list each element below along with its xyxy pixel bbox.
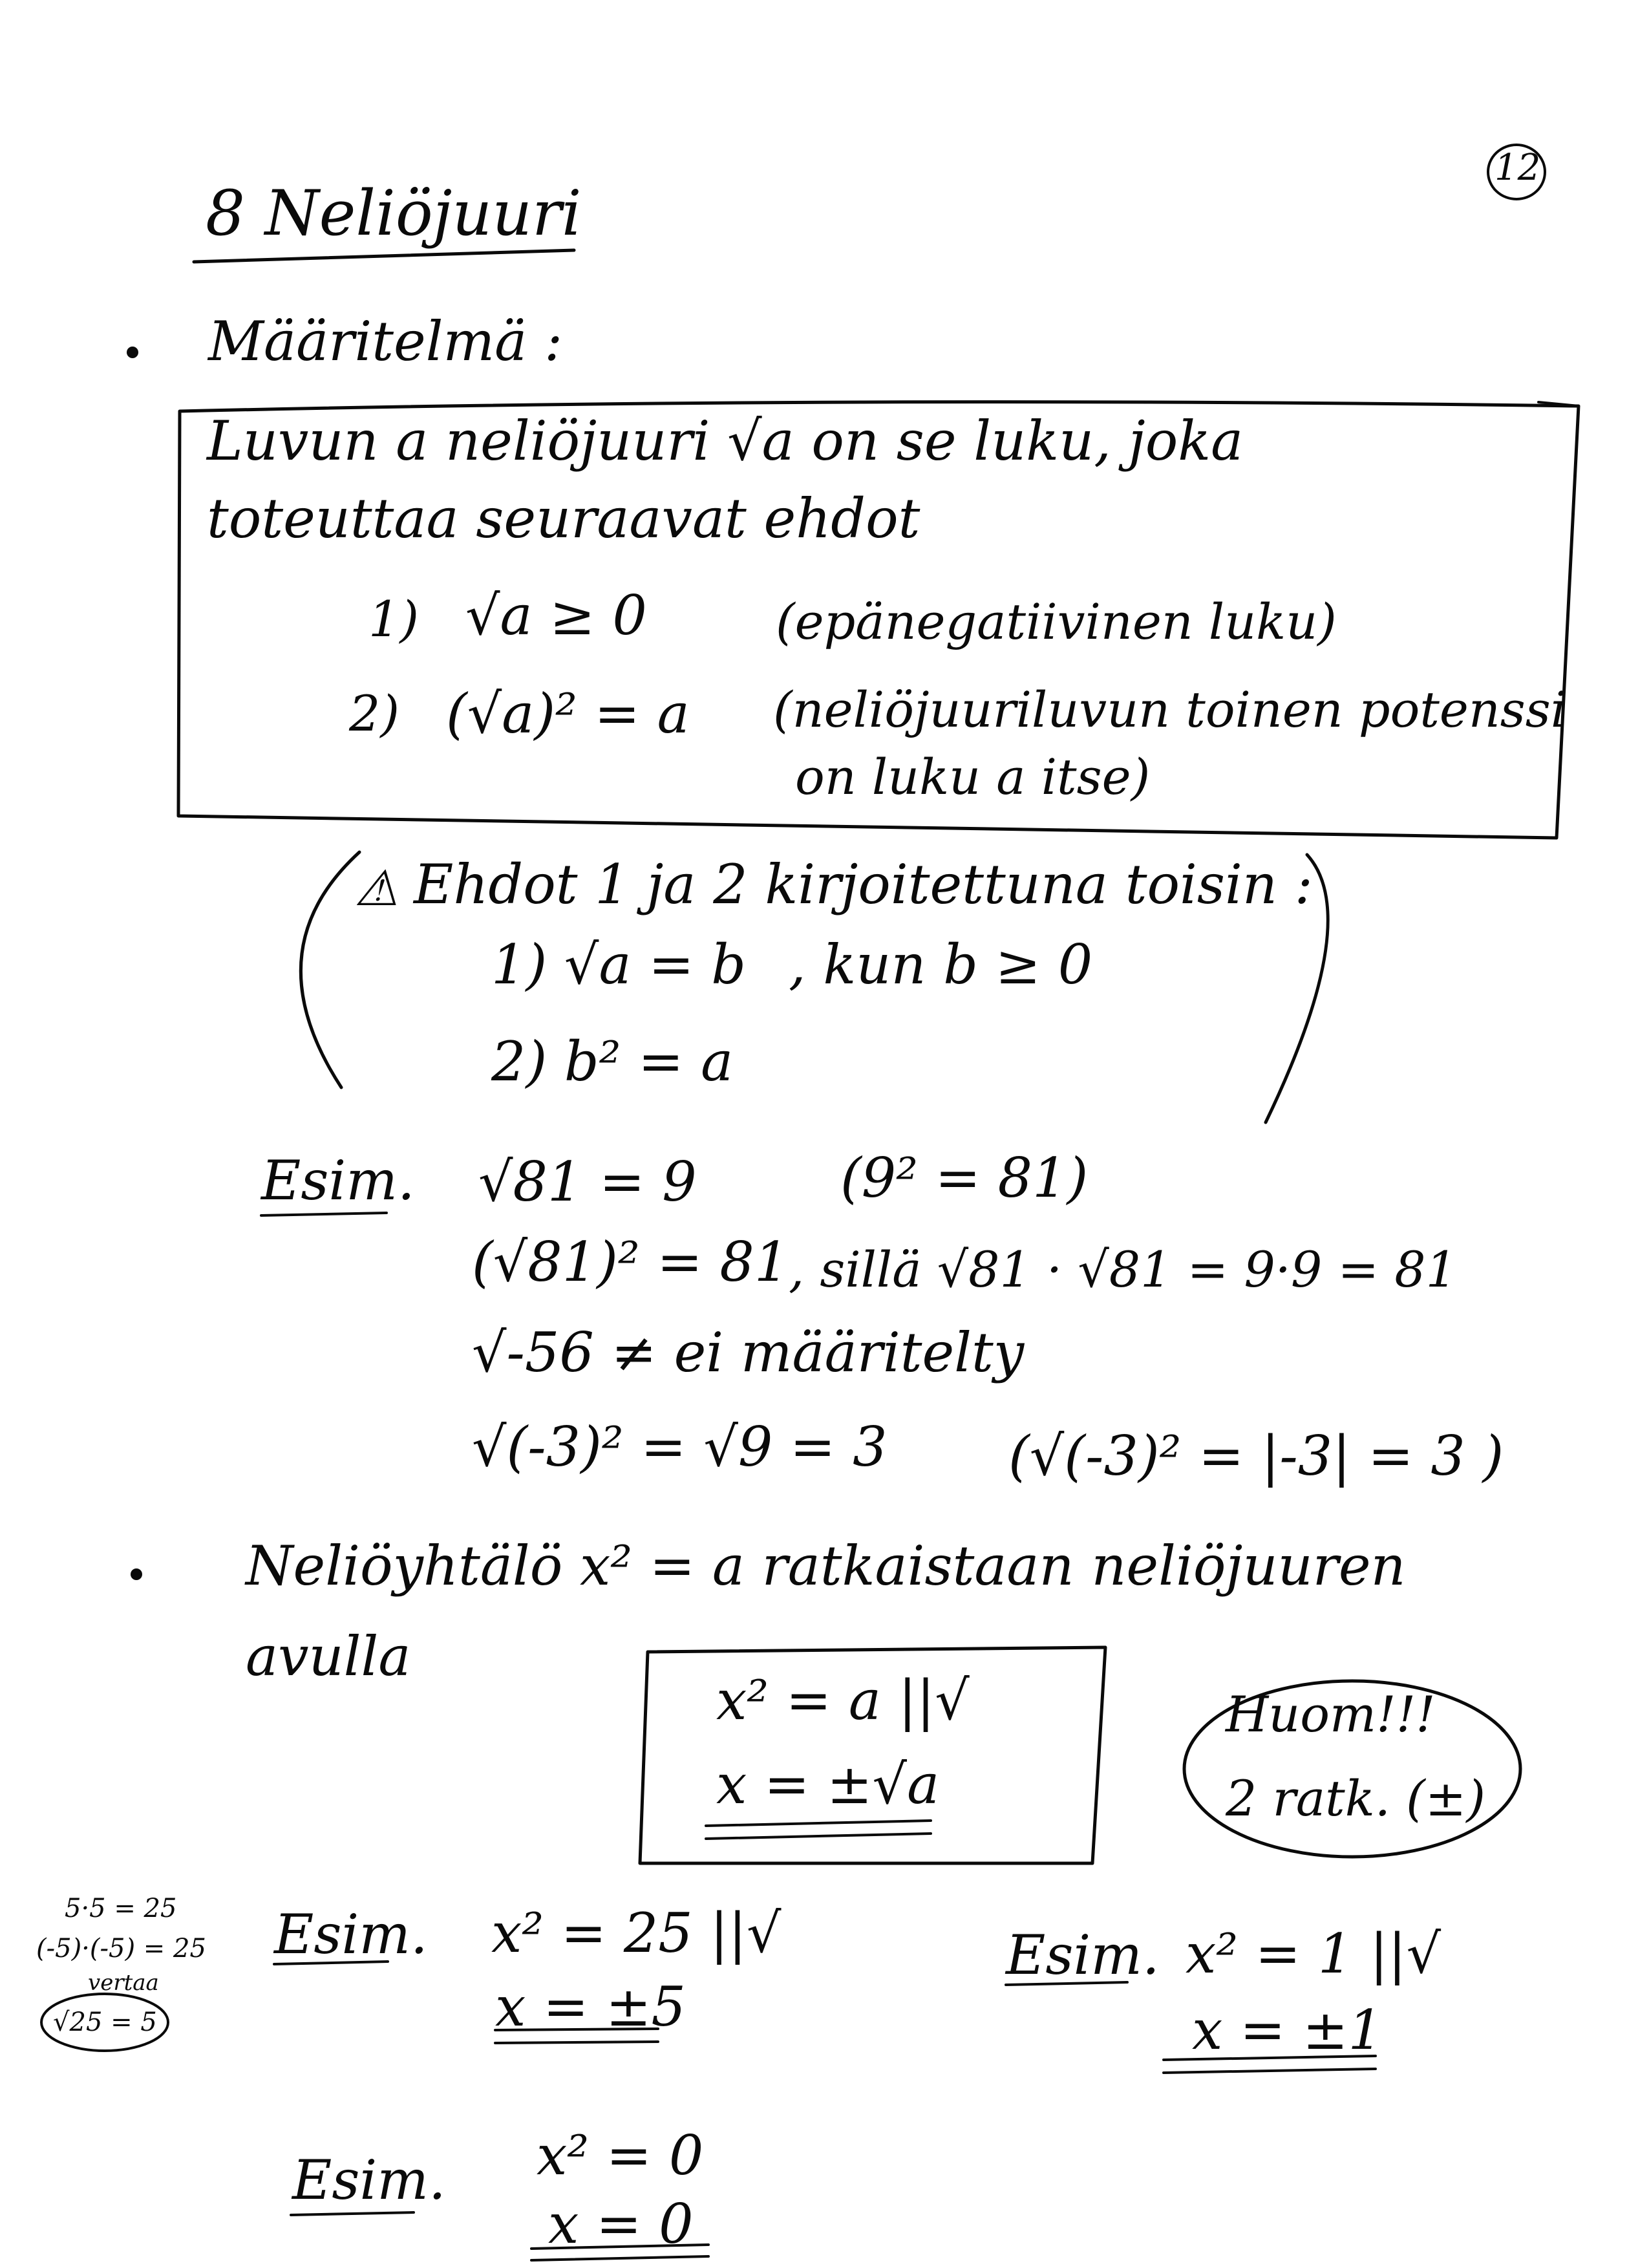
note-heading: Ehdot 1 ja 2 kirjoitettuna toisin : xyxy=(414,853,1313,916)
title-underline xyxy=(194,250,574,262)
note-line-1: 1) √a = b xyxy=(491,933,747,996)
side-note-line-2: (-5)·(-5) = 25 xyxy=(36,1934,206,1963)
example-2-label: Esim. xyxy=(274,1903,428,1966)
note-line-2: 2) b² = a xyxy=(491,1030,734,1093)
section-2-line-1: Neliöyhtälö x² = a ratkaistaan neliöjuuren xyxy=(246,1534,1406,1598)
condition-1-label: 1) xyxy=(368,590,420,648)
esim2-answer-underline-2 xyxy=(495,2042,658,2043)
example-4-equation-1: x² = 0 xyxy=(537,2124,704,2187)
condition-1-expression: √a ≥ 0 xyxy=(465,584,647,647)
condition-1-note: (epänegatiivinen luku) xyxy=(776,593,1337,650)
side-note-line-1: 5·5 = 25 xyxy=(65,1894,177,1923)
section-2-line-2: avulla xyxy=(246,1625,411,1688)
page-number: 12 xyxy=(1495,147,1541,189)
example-1-row-2-note: , sillä √81 · √81 = 9·9 = 81 xyxy=(789,1241,1458,1298)
example-1-row-1-note: (9² = 81) xyxy=(840,1146,1089,1210)
example-1-row-3: √-56 ≠ ei määritelty xyxy=(472,1321,1025,1384)
definition-line-2: toteuttaa seuraavat ehdot xyxy=(207,487,920,550)
condition-2-note-line-1: (neliöjuuriluvun toinen potenssi xyxy=(773,681,1567,738)
answer-box-line-2: x = ±√a xyxy=(716,1753,940,1816)
example-1-row-2: (√81)² = 81 xyxy=(472,1230,789,1294)
note-left-paren xyxy=(301,852,359,1087)
definition-line-1: Luvun a neliöjuuri √a on se luku, joka xyxy=(207,409,1244,473)
remark-line-2: 2 ratk. (±) xyxy=(1226,1770,1486,1827)
esim3-answer-underline-2 xyxy=(1164,2069,1376,2073)
answer-underline-2 xyxy=(706,1834,931,1839)
esim4-answer-underline-2 xyxy=(531,2256,708,2260)
side-note-line-4: √25 = 5 xyxy=(53,2007,157,2037)
side-note-line-3: vertaa xyxy=(88,1970,159,1996)
example-1-row-4: √(-3)² = √9 = 3 xyxy=(472,1415,888,1479)
condition-2-expression: (√a)² = a xyxy=(446,682,690,745)
note-line-1-condition: , kun b ≥ 0 xyxy=(789,933,1093,996)
bullet-dot xyxy=(131,1568,142,1580)
example-1-label: Esim. xyxy=(261,1149,415,1212)
esim1-underline xyxy=(261,1213,387,1215)
condition-2-note-line-2: on luku a itse) xyxy=(795,748,1151,806)
bullet-dot xyxy=(127,347,138,358)
example-2-equation-1: x² = 25 ||√ xyxy=(491,1901,782,1965)
definition-heading: Määritelmä : xyxy=(208,310,563,373)
answer-underline-1 xyxy=(706,1821,931,1826)
example-4-equation-2: x = 0 xyxy=(548,2192,694,2256)
example-1-row-1: √81 = 9 xyxy=(478,1150,697,1214)
example-4-label: Esim. xyxy=(292,2148,446,2212)
page-title: 8 Neliöjuuri xyxy=(206,177,582,250)
warning-icon: ⚠ xyxy=(354,859,399,917)
example-3-label: Esim. xyxy=(1006,1923,1160,1987)
condition-2-label: 2) xyxy=(349,685,400,742)
example-3-equation-1: x² = 1 ||√ xyxy=(1186,1922,1442,1985)
answer-box-line-1: x² = a ||√ xyxy=(716,1669,970,1732)
example-2-equation-2: x = ±5 xyxy=(495,1975,686,2038)
remark-line-1: Huom!!! xyxy=(1226,1685,1436,1743)
esim4-underline xyxy=(291,2212,414,2215)
example-1-row-4-note: (√(-3)² = |-3| = 3 ) xyxy=(1008,1424,1504,1488)
example-3-equation-2: x = ±1 xyxy=(1192,1998,1383,2062)
